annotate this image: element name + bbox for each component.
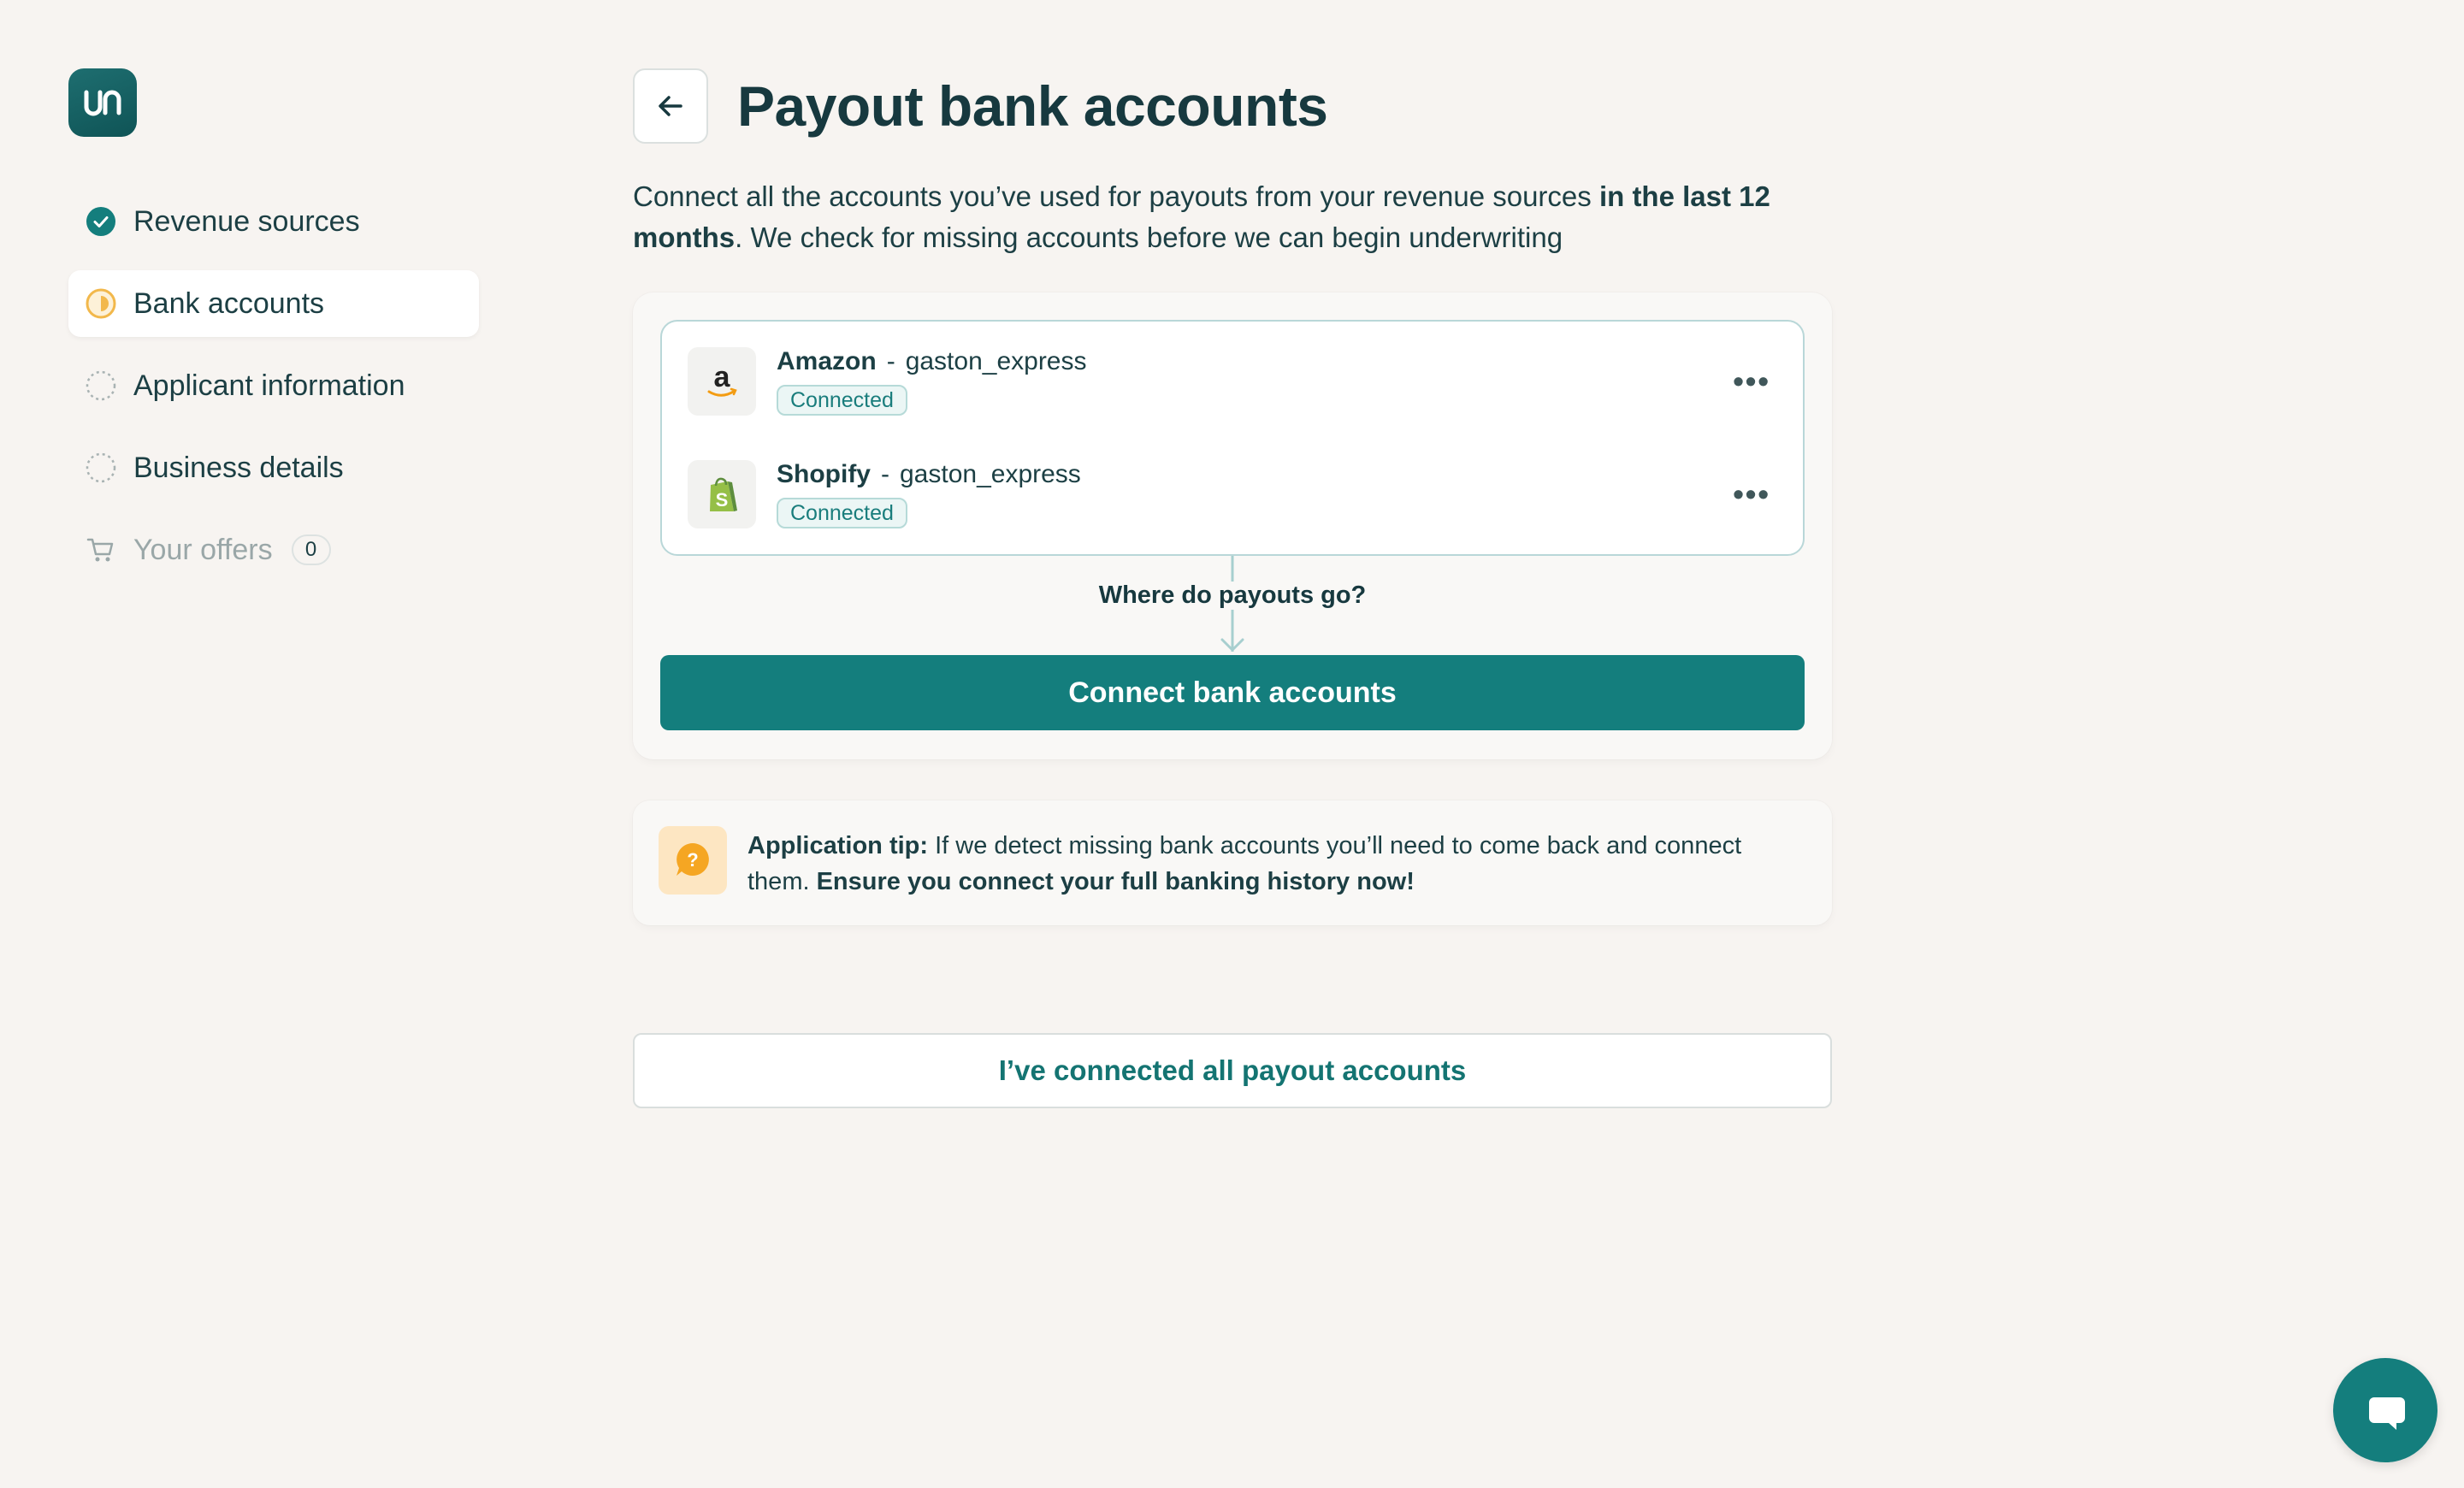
sidebar-item-label: Revenue sources: [133, 204, 360, 238]
sidebar-item-revenue-sources[interactable]: [68, 188, 479, 255]
account-info: [777, 460, 1733, 528]
main-content: [633, 68, 1832, 1108]
page-header: [633, 68, 1832, 144]
svg-text:?: ?: [687, 849, 699, 871]
sidebar-item-label: Business details: [133, 451, 344, 484]
account-name: gaston_express: [900, 460, 1081, 488]
tip-emphasis: Ensure you connect your full banking history now!: [816, 868, 1415, 895]
sidebar-item-label: Your offers: [133, 533, 273, 566]
more-options-icon[interactable]: •••: [1733, 363, 1770, 399]
cart-icon: [86, 534, 116, 565]
arrow-left-icon: [653, 89, 688, 123]
dashed-circle-icon: [86, 370, 116, 401]
sidebar-item-your-offers[interactable]: [68, 517, 479, 583]
revenue-accounts-list: [660, 320, 1805, 556]
status-badge: Connected: [777, 498, 907, 528]
payout-connector: [660, 556, 1805, 655]
sidebar-item-label: Applicant information: [133, 369, 405, 402]
chat-icon: [2359, 1384, 2412, 1437]
list-item: [688, 460, 1777, 528]
account-separator: -: [881, 460, 889, 488]
tip-text: [747, 826, 1806, 900]
half-circle-icon: [86, 288, 116, 319]
accounts-card: [633, 292, 1832, 759]
sidebar-nav: [68, 188, 479, 599]
intro-emphasis: in the last 12 months: [633, 180, 1770, 253]
account-platform: Amazon: [777, 347, 877, 375]
unlimited-logo-icon: [79, 79, 127, 127]
list-item: [688, 347, 1777, 416]
check-circle-icon: [86, 206, 116, 237]
amazon-icon: [688, 347, 756, 416]
intro-text: Connect all the accounts you’ve used for payouts from your revenue sources: [633, 180, 1599, 212]
dashed-circle-icon: [86, 452, 116, 483]
svg-text:a: a: [713, 361, 730, 393]
confirm-all-accounts-button[interactable]: I’ve connected all payout accounts: [633, 1033, 1832, 1108]
sidebar-item-label: Bank accounts: [133, 286, 325, 320]
svg-text:S: S: [715, 489, 729, 511]
sidebar-item-applicant-information[interactable]: [68, 352, 479, 419]
tip-body: If we detect missing bank accounts you’ll need to come back and connect them.: [747, 832, 1742, 895]
sidebar-item-business-details[interactable]: [68, 434, 479, 501]
connector-question: Where do payouts go?: [1094, 582, 1372, 610]
sidebar-item-bank-accounts[interactable]: [68, 270, 479, 337]
account-info: [777, 347, 1733, 416]
account-name: gaston_express: [905, 347, 1087, 375]
page-title: Payout bank accounts: [737, 74, 1328, 138]
question-bubble-icon: [659, 826, 727, 895]
back-button[interactable]: [633, 68, 708, 144]
shopify-icon: [688, 460, 756, 528]
connect-bank-accounts-button[interactable]: Connect bank accounts: [660, 655, 1805, 730]
page-description: [633, 176, 1830, 258]
chat-support-button[interactable]: [2333, 1358, 2437, 1462]
account-platform: Shopify: [777, 460, 871, 488]
intro-text-end: . We check for missing accounts before we can begin underwriting: [735, 221, 1563, 253]
app-logo[interactable]: [68, 68, 137, 137]
tip-label: Application tip:: [747, 832, 929, 859]
more-options-icon[interactable]: •••: [1733, 476, 1770, 511]
status-badge: Connected: [777, 385, 907, 416]
offers-count-badge: 0: [292, 534, 331, 565]
application-tip: [633, 800, 1832, 925]
arrow-down-icon: [1217, 624, 1248, 653]
account-separator: -: [886, 347, 895, 375]
